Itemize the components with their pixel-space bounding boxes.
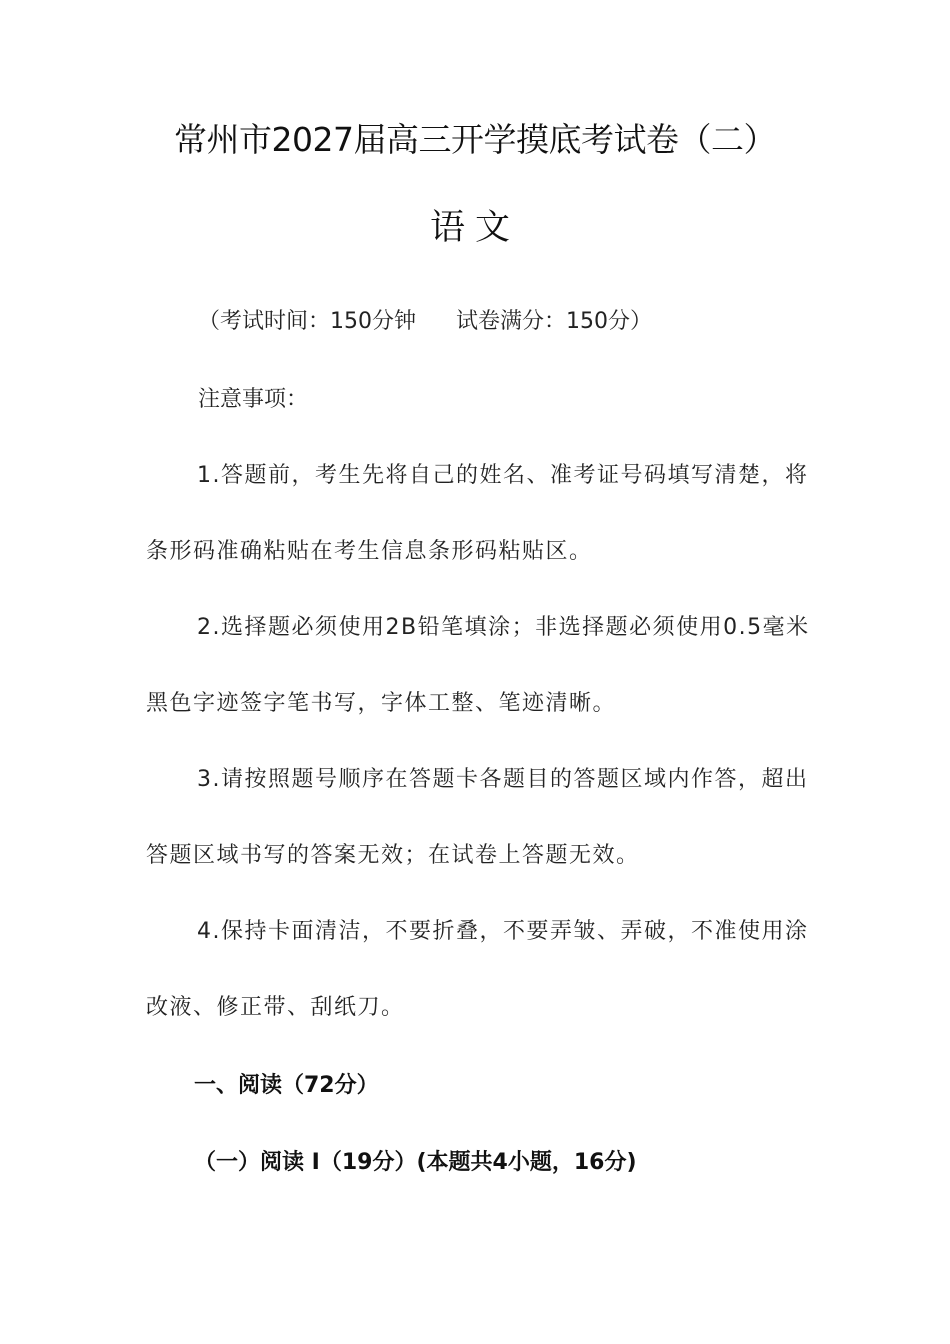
notice-item-3: 3.请按照题号顺序在答题卡各题目的答题区域内作答，超出答题区域书写的答案无效；在试卷上答题无效。 xyxy=(146,767,809,868)
subject-title: 语文 xyxy=(429,208,520,248)
full-score: 试卷满分：150分） xyxy=(456,309,652,334)
notice-item-1: 1.答题前，考生先将自己的姓名、准考证号码填写清楚，将条形码准确粘贴在考生信息条形码粘贴区。 xyxy=(146,463,809,564)
section-heading: 一、阅读（72分） xyxy=(194,1073,379,1098)
subsection-heading: （一）阅读 I（19分）(本题共4小题，16分) xyxy=(194,1150,637,1175)
exam-meta xyxy=(198,302,652,342)
exam-time: （考试时间：150分钟 xyxy=(198,309,416,334)
exam-title: 常州市2027届高三开学摸底考试卷（二） xyxy=(174,120,776,159)
notice-item-4: 4.保持卡面清洁，不要折叠，不要弄皱、弄破，不准使用涂改液、修正带、刮纸刀。 xyxy=(146,919,809,1020)
notes-heading: 注意事项： xyxy=(198,387,309,412)
notice-item-2: 2.选择题必须使用2B铅笔填涂；非选择题必须使用0.5毫米黑色字迹签字笔书写，字体工整、笔迹清晰。 xyxy=(146,615,810,716)
